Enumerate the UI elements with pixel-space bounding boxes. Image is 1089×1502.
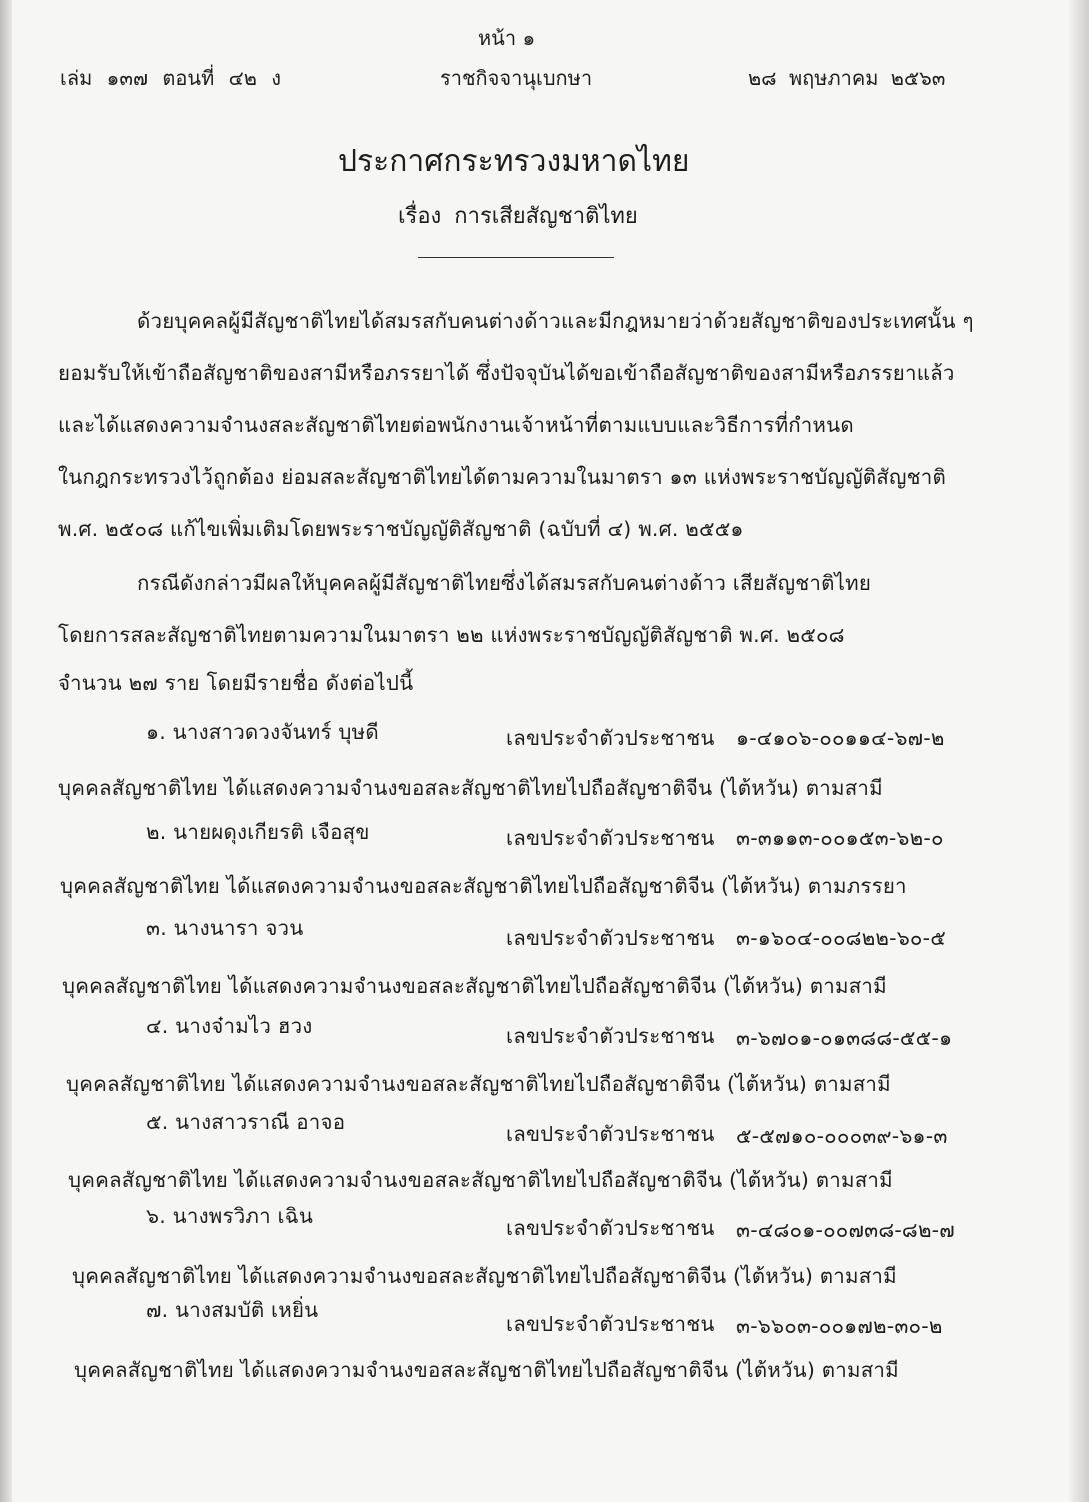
- paragraph-line: ยอมรับให้เข้าถือสัญชาติของสามีหรือภรรยาได้ ซึ่งปัจจุบันได้ขอเข้าถือสัญชาติของสามีหรือภรรยาแล้ว: [58, 361, 955, 385]
- person-name: ๓. นางนารา จวน: [146, 916, 304, 940]
- person-detail: บุคคลสัญชาติไทย ได้แสดงความจำนงขอสละสัญชาติไทยไปถือสัญชาติจีน (ไต้หวัน) ตามสามี: [66, 1072, 891, 1096]
- paragraph-line: และได้แสดงความจำนงสละสัญชาติไทยต่อพนักงานเจ้าหน้าที่ตามแบบและวิธีการที่กำหนด: [58, 413, 854, 437]
- id-number: ๓-๑๖๐๔-๐๐๘๒๒-๖๐-๕: [736, 926, 946, 950]
- id-label: เลขประจำตัวประชาชน: [506, 926, 715, 950]
- paragraph-line: โดยการสละสัญชาติไทยตามความในมาตรา ๒๒ แห่งพระราชบัญญัติสัญชาติ พ.ศ. ๒๕๐๘: [58, 623, 845, 647]
- title-divider: [418, 257, 614, 258]
- person-detail: บุคคลสัญชาติไทย ได้แสดงความจำนงขอสละสัญชาติไทยไปถือสัญชาติจีน (ไต้หวัน) ตามสามี: [58, 776, 883, 800]
- person-name: ๕. นางสาวราณี อาจอ: [146, 1110, 346, 1134]
- id-label: เลขประจำตัวประชาชน: [506, 1122, 715, 1146]
- person-detail: บุคคลสัญชาติไทย ได้แสดงความจำนงขอสละสัญชาติไทยไปถือสัญชาติจีน (ไต้หวัน) ตามสามี: [74, 1358, 899, 1382]
- person-name: ๑. นางสาวดวงจันทร์ บุษดี: [146, 720, 379, 744]
- id-label: เลขประจำตัวประชาชน: [506, 726, 715, 750]
- person-detail: บุคคลสัญชาติไทย ได้แสดงความจำนงขอสละสัญชาติไทยไปถือสัญชาติจีน (ไต้หวัน) ตามสามี: [68, 1168, 893, 1192]
- person-detail: บุคคลสัญชาติไทย ได้แสดงความจำนงขอสละสัญชาติไทยไปถือสัญชาติจีน (ไต้หวัน) ตามสามี: [62, 974, 887, 998]
- person-name: ๗. นางสมบัติ เหยิ่น: [146, 1298, 319, 1322]
- person-detail: บุคคลสัญชาติไทย ได้แสดงความจำนงขอสละสัญชาติไทยไปถือสัญชาติจีน (ไต้หวัน) ตามสามี: [72, 1264, 897, 1288]
- volume-issue: เล่ม ๑๓๗ ตอนที่ ๔๒ ง: [60, 66, 282, 90]
- id-label: เลขประจำตัวประชาชน: [506, 826, 715, 850]
- paragraph-line: พ.ศ. ๒๕๐๘ แก้ไขเพิ่มเติมโดยพระราชบัญญัติสัญชาติ (ฉบับที่ ๔) พ.ศ. ๒๕๕๑: [58, 517, 744, 541]
- person-name: ๒. นายผดุงเกียรติ เจือสุข: [146, 820, 370, 844]
- announcement-title: ประกาศกระทรวงมหาดไทย: [338, 144, 690, 179]
- id-number: ๑-๔๑๐๖-๐๐๑๑๔-๖๗-๒: [736, 726, 945, 750]
- scan-shadow-right: [1069, 0, 1089, 1502]
- id-label: เลขประจำตัวประชาชน: [506, 1312, 715, 1336]
- paragraph-line: จำนวน ๒๗ ราย โดยมีรายชื่อ ดังต่อไปนี้: [58, 671, 414, 695]
- id-number: ๕-๕๗๑๐-๐๐๐๓๙-๖๑-๓: [736, 1124, 948, 1148]
- id-label: เลขประจำตัวประชาชน: [506, 1216, 715, 1240]
- scan-shadow-left: [0, 0, 12, 1502]
- paragraph-line: กรณีดังกล่าวมีผลให้บุคคลผู้มีสัญชาติไทยซึ่งได้สมรสกับคนต่างด้าว เสียสัญชาติไทย: [137, 571, 872, 595]
- publication-name: ราชกิจจานุเบกษา: [440, 66, 593, 90]
- id-number: ๓-๓๑๑๓-๐๐๑๕๓-๖๒-๐: [736, 826, 944, 850]
- id-number: ๓-๖๖๐๓-๐๐๑๗๒-๓๐-๒: [736, 1314, 943, 1338]
- person-name: ๖. นางพรวิภา เฉิน: [146, 1204, 314, 1228]
- id-label: เลขประจำตัวประชาชน: [506, 1024, 715, 1048]
- publication-date: ๒๘ พฤษภาคม ๒๕๖๓: [748, 66, 946, 90]
- id-number: ๓-๔๘๐๑-๐๐๗๓๘-๘๒-๗: [736, 1218, 955, 1242]
- announcement-subject: เรื่อง การเสียสัญชาติไทย: [398, 204, 638, 229]
- paragraph-line: ในกฎกระทรวงไว้ถูกต้อง ย่อมสละสัญชาติไทยได้ตามความในมาตรา ๑๓ แห่งพระราชบัญญัติสัญชาติ: [58, 465, 946, 489]
- id-number: ๓-๖๗๐๑-๐๑๓๘๘-๕๕-๑: [736, 1026, 953, 1050]
- person-name: ๔. นางจ๋ามไว ฮวง: [146, 1014, 313, 1038]
- person-detail: บุคคลสัญชาติไทย ได้แสดงความจำนงขอสละสัญชาติไทยไปถือสัญชาติจีน (ไต้หวัน) ตามภรรยา: [60, 874, 907, 898]
- page-number: หน้า ๑: [478, 26, 536, 50]
- paragraph-line: ด้วยบุคคลผู้มีสัญชาติไทยได้สมรสกับคนต่างด้าวและมีกฎหมายว่าด้วยสัญชาติของประเทศนั้น ๆ: [137, 309, 974, 333]
